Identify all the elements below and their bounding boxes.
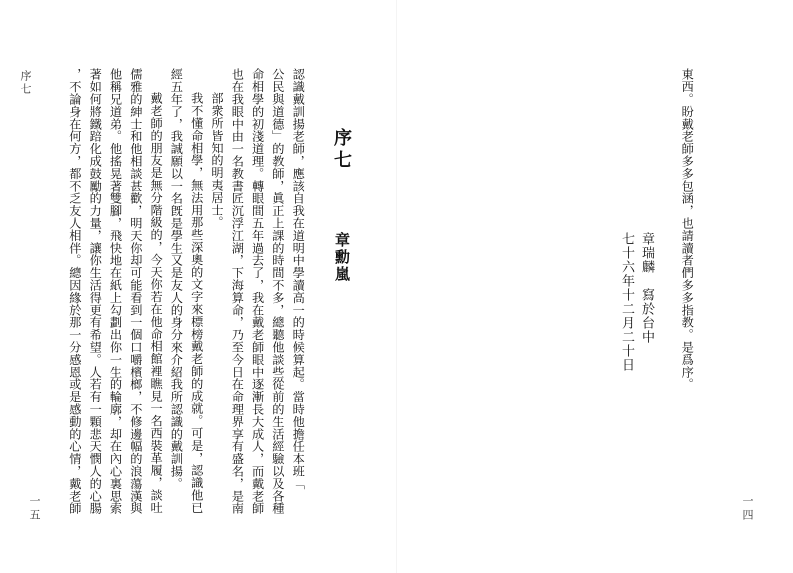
- left-page: [0, 0, 396, 573]
- body-line: 經五年了，我誠願以一名旣是學生又是友人的身分來介紹我所認識的戴訓揚。: [169, 68, 184, 490]
- signature-name: 章瑞麟 寫於台中: [639, 232, 654, 344]
- body-line: 著如何將鐵踣化成鼓勵的力量，讓你生活得更有希望。人若有一顆悲天憫人的心腸: [88, 68, 103, 515]
- body-line: 部衆所皆知的明夷居士。: [210, 92, 224, 229]
- body-line: 認識戴訓揚老師，應該自我在道明中學讀高一的時候算起。當時他擔任本班「: [291, 68, 306, 490]
- signature-date: 七十六年十二月二十日: [619, 232, 634, 372]
- page-number: 一四: [741, 495, 754, 523]
- body-line: 戴老師的朋友是無分階級的，今天你若在他命相館裡瞧見一名西裝革履，談吐: [149, 92, 164, 514]
- body-line: 公民與道德」的教師，眞正上課的時間不多，總聽他談些從前的生活經驗以及各種: [270, 68, 285, 515]
- body-line: 他稱兄道弟。他搖晃著雙腳，飛快地在紙上勾劃出你一生的輪廓，却在內心裏思索: [108, 68, 123, 515]
- author-name: 章勳嵐: [333, 232, 351, 283]
- right-page: [397, 0, 793, 573]
- body-line: 命相學的初淺道理。轉眼間五年過去了，我在戴老師眼中逐漸長大成人，而戴老師: [250, 68, 265, 515]
- body-line: 東西。盼戴老師多多包涵，也請讀者們多多指教。是爲序。: [680, 68, 695, 391]
- running-header: 序七: [19, 70, 32, 96]
- body-line: 儒雅的紳士和他相談甚歡，明天你却可能看到一個口嚼檳榔，不修邊幅的浪蕩漢與: [128, 68, 143, 515]
- body-line: ，不論身在何方，都不乏友人相伴。總因緣於那一分感恩或是感動的心情，戴老師: [67, 68, 82, 515]
- page-title: 序七: [331, 128, 352, 172]
- body-line: 也在我眼中由一名教書匠沉浮江湖，下海算命，乃至今日在命理界享有盛名，是南: [230, 68, 245, 515]
- page-number: 一五: [28, 495, 41, 523]
- body-line: 我不懂命相學，無法用那些深奧的文字來標榜戴老師的成就。可是，認識他已: [189, 92, 204, 514]
